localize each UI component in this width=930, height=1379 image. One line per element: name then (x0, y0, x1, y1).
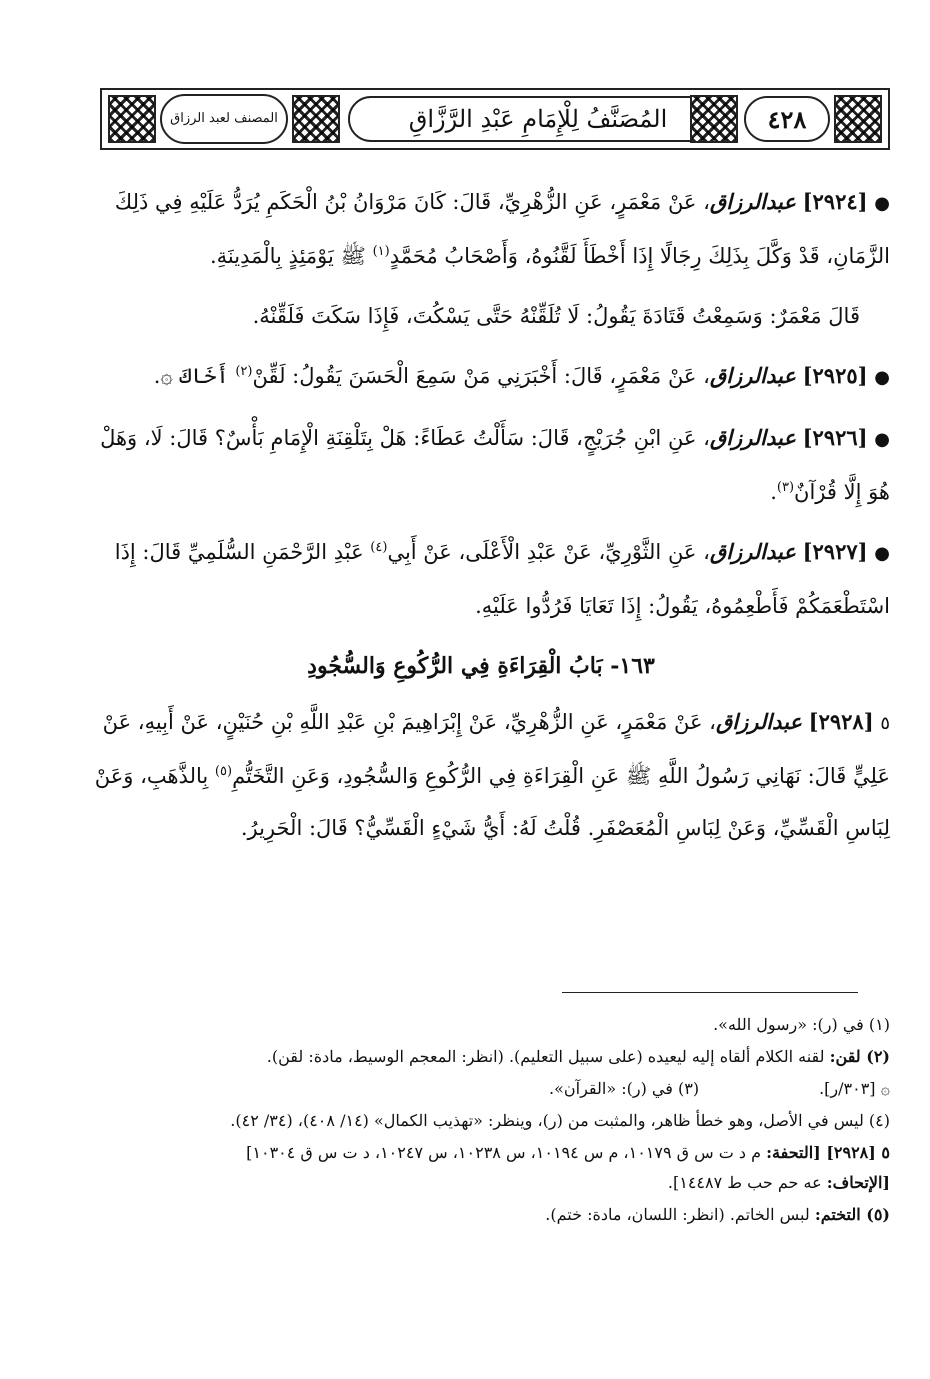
chapter-heading: ١٦٣- بَابُ الْقِرَاءَةِ فِي الرُّكُوعِ وَالسُّجُودِ (307, 653, 655, 679)
footnote-label: [الإتحاف: (826, 1173, 890, 1192)
hadith-text: ﷺ يَوْمَئِذٍ بِالْمَدِينَةِ. (209, 244, 366, 268)
narrator: عبدالرزاق (709, 189, 796, 214)
footnotes (72, 1010, 890, 1232)
footnote-label: (٢) لقن: (829, 1047, 890, 1066)
footnote-1: (١) في (ر): «رسول الله». (713, 1015, 890, 1034)
narrator: عبدالرزاق (709, 425, 796, 450)
footnote-label: ٥ [٢٩٢٨] [التحفة: (766, 1143, 890, 1162)
hadith-text: بِالذَّهَبِ، وَعَنْ لِبَاسِ الْقَسِّيِّ، وَعَنْ لِبَاسِ الْمُعَصْفَرِ. قُلْتُ لَهُ: أَيُّ شَيْءٍ الْقَسِّيُّ؟ قَالَ: الْحَرِيرُ. (94, 764, 890, 840)
footnote-text: عه حم حب ط ١٤٤٨٧]. (667, 1173, 822, 1192)
page-header (100, 88, 890, 150)
hadith-text: عَبْدِ الرَّحْمَنِ السُّلَمِيِّ قَالَ: إِذَا اسْتَطْعَمَكُمْ فَأَطْعِمُوهُ، يَقُولُ: إِذَا تَعَايَا فَرُدُّوا عَلَيْهِ. (114, 540, 890, 618)
page-number: ٤٢٨ (744, 96, 830, 142)
hadith-text: ، عَنِ ابْنِ جُرَيْجٍ، قَالَ: سَأَلْتُ عَطَاءً: هَلْ بِتَلْقِنَةِ الْإِمَامِ بَأْسٌ؟ قَالَ: لَا، وَهَلْ هُوَ إِلَّا قُرْآنٌ (100, 426, 890, 504)
footnote-text: لقنه الكلام ألقاه إليه ليعيده (على سبيل التعليم). (انظر: المعجم الوسيط، مادة: لقن). (266, 1047, 825, 1066)
hadith-number: [٢٩٢٤] (802, 189, 868, 214)
main-text (72, 176, 890, 862)
footnote-ref[interactable]: (٢) (235, 364, 253, 379)
footnote-ref[interactable]: (١) (372, 244, 390, 259)
hadith-text: ، عَنْ مَعْمَرٍ، عَنِ الزُّهْرِيِّ، قَالَ: كَانَ مَرْوَانُ بْنُ الْحَكَمِ يُرَدُّ عَلَيْهِ فِي ذَلِكَ الزَّمَانِ، قَدْ وَكَّلَ بِذَلِكَ رِجَالًا إِذَا أَخْطَأَ لَقَّنُوهُ، وَأَصْحَابُ مُحَمَّدٍ (114, 190, 890, 268)
hadith-text: ، عَنِ الثَّوْرِيِّ، عَنْ عَبْدِ الْأَعْلَى، عَنْ أَبِي (387, 540, 710, 564)
book-title: المُصَنَّفُ لِلْإِمَامِ عَبْدِ الرَّزَّاقِ (348, 96, 728, 142)
footnote-5 (72, 1200, 890, 1230)
hadith-2925 (72, 350, 890, 404)
hadith-comment: قَالَ مَعْمَرٌ: وَسَمِعْتُ قَتَادَةَ يَقُولُ: لَا تُلَقِّنْهُ حَتَّى يَسْكُتَ، فَإِذَا سَكَتَ فَلَقِّنْهُ. (252, 304, 860, 328)
ornament-icon (834, 95, 882, 143)
hadith-2926 (72, 412, 890, 518)
narrator: عبدالرزاق (709, 363, 796, 388)
book-seal: المصنف لعبد الرزاق (160, 94, 288, 144)
hadith-text: ، عَنْ مَعْمَرٍ، عَنِ الزُّهْرِيِّ، عَنْ إِبْرَاهِيمَ بْنِ عَبْدِ اللَّهِ بْنِ حُنَيْنٍ، عَنْ أَبِيهِ، عَنْ عَلِيٍّ قَالَ: نَهَانِي رَسُولُ اللَّهِ ﷺ عَنِ الْقِرَاءَةِ فِي الرُّكُوعِ وَالسُّجُودِ، وَعَنِ التَّخَتُّمِ (102, 710, 890, 788)
hadith-text: ، عَنْ مَعْمَرٍ، قَالَ: أَخْبَرَنِي مَنْ سَمِعَ الْحَسَنَ يَقُولُ: لَقِّنْ (252, 364, 710, 388)
footnote-ref[interactable]: (٤) (370, 540, 388, 555)
ornament-icon (108, 95, 156, 143)
footnote-divider (562, 992, 858, 993)
footnote-ref[interactable]: (٣) (776, 480, 795, 495)
hadith-number: [٢٩٢٦] (802, 425, 868, 450)
hadith-text: أَخَاكَ ۞. (153, 364, 229, 388)
hadith-number: [٢٩٢٥] (802, 363, 868, 388)
bullet-icon: ● (874, 367, 890, 388)
footnote-row (72, 1074, 890, 1104)
hadith-2924 (72, 176, 890, 282)
bullet-icon: ● (874, 429, 890, 450)
bullet-icon: ● (874, 193, 890, 214)
bullet-icon: ● (874, 543, 890, 564)
footnote-marker: ۞ [٣٠٣/ر]. (819, 1079, 890, 1098)
circle-marker-icon: ٥ (880, 713, 890, 734)
hadith-text: . (770, 480, 777, 504)
hadith-2928 (72, 696, 890, 854)
hadith-2927 (72, 526, 890, 632)
footnote-label: (٥) التختم: (814, 1205, 890, 1224)
footnote-takhrij (72, 1138, 890, 1198)
footnote-2 (72, 1042, 890, 1072)
narrator: عبدالرزاق (709, 539, 796, 564)
narrator: عبدالرزاق (715, 709, 802, 734)
footnote-ref[interactable]: (٥) (214, 764, 233, 779)
hadith-number: [٢٩٢٨] (808, 709, 874, 734)
footnote-4: (٤) ليس في الأصل، وهو خطأ ظاهر، والمثبت من (ر)، وينظر: «تهذيب الكمال» (١٤/ ٤٠٨)، (٣٤/ ٤٢). (230, 1111, 890, 1130)
ornament-icon (690, 95, 738, 143)
hadith-number: [٢٩٢٧] (802, 539, 868, 564)
footnote-text: لبس الخاتم. (انظر: اللسان، مادة: ختم). (545, 1205, 810, 1224)
footnote-text: م د ت س ق ١٠١٧٩، م س ١٠١٩٤، س ١٠٢٣٨، س ١٠٢٤٧، د ت س ق ١٠٣٠٤] (246, 1143, 762, 1162)
footnote-3: (٣) في (ر): «القرآن». (549, 1079, 700, 1098)
ornament-icon (292, 95, 340, 143)
